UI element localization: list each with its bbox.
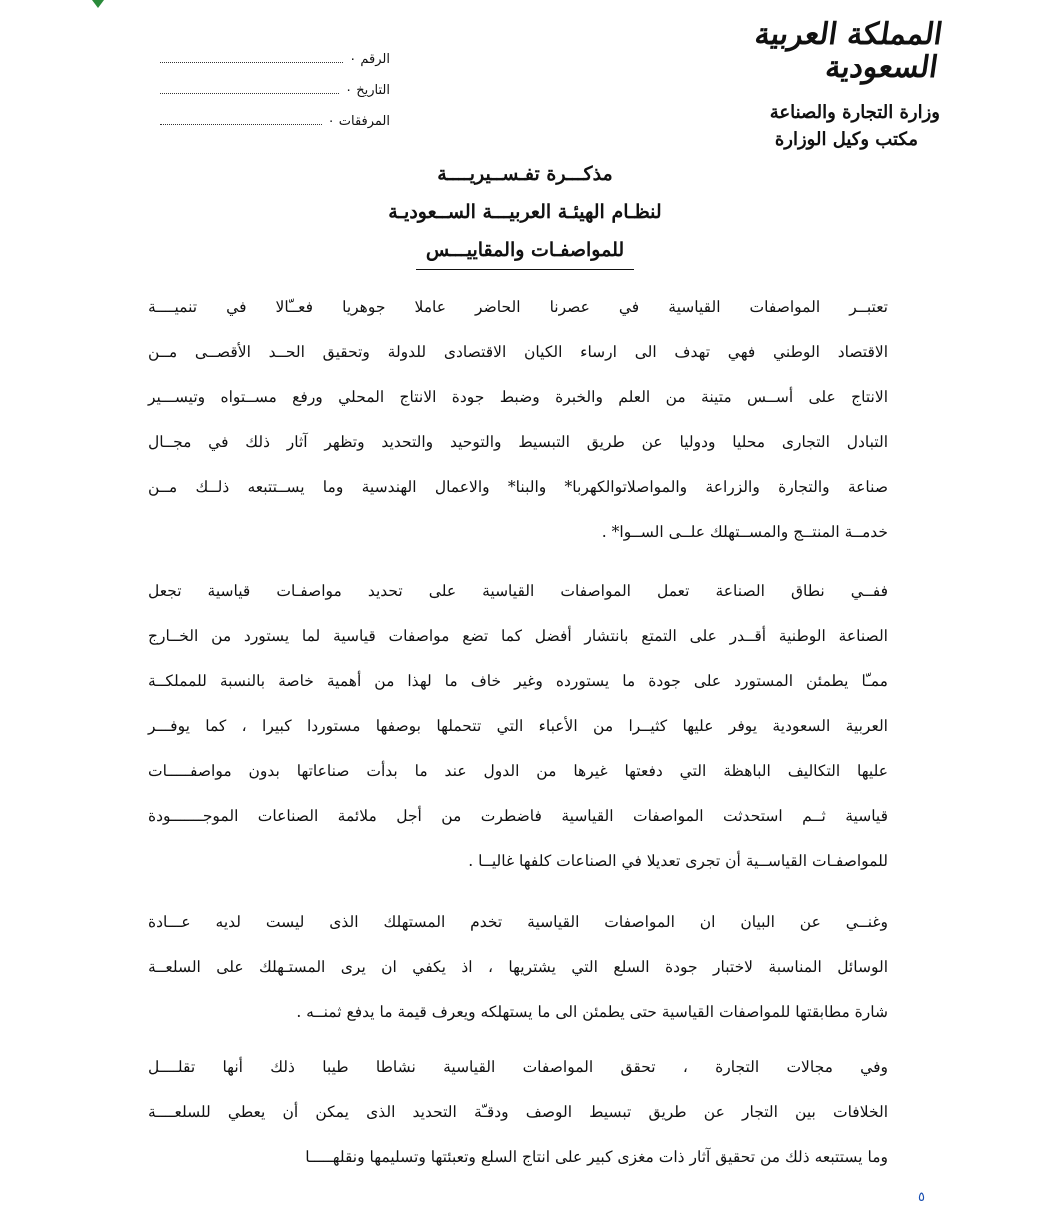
paragraph-line: الخلافات بين التجار عن طريق تبسيط الوصف ودقـّة التحديد الذى يمكن أن يعطي للسلعــــة	[148, 1103, 888, 1121]
ministry-name: وزارة التجارة والصناعة	[769, 102, 940, 123]
paragraph-line: الوسائل المناسبة لاختبار جودة السلع التي يشتريها ، اذ يكفي ان يرى المستـهلك على السلعــة	[148, 958, 888, 976]
number-field	[160, 36, 390, 67]
paragraph-line: للمواصفـات القياســية أن تجرى تعديلا في الصناعات كلفها غاليــا .	[468, 852, 888, 870]
title-line-2: لنظـام الهيئـة العربيـــة الســعوديـة	[388, 201, 662, 223]
paragraph-line: وما يستتبعه ذلك من تحقيق آثار ذات مغزى كبير على انتاج السلع وتعبئتها وتسليمها ونقلهـــــا	[305, 1148, 888, 1166]
corner-mark	[92, 0, 104, 8]
paragraph-line: التبادل التجارى محليا ودوليا عن طريق التبسيط والتوحيد والتحديد وتظهر آثار ذلك في مجــال	[148, 433, 888, 451]
paragraph-line: العربية السعودية يوفر عليها كثيــرا من الأعباء التي تتحملها بوصفها مستوردا كبيرا ، كما يوفـــر	[148, 717, 888, 735]
paragraph-line: الاقتصاد الوطني فهي تهدف الى ارساء الكيان الاقتصادى للدولة وتحقيق الحــد الأقصــى مــن	[148, 343, 888, 361]
paragraph-line: الصناعة الوطنية أقــدر على التمتع بانتشار أفضل كما تضع مواصفات قياسية لما يستورد من الخــارج	[148, 627, 888, 645]
office-name: مكتب وكيل الوزارة	[774, 129, 918, 150]
paragraph-line: شارة مطابقتها للمواصفات القياسية حتى يطمئن الى ما يستهلكه ويعرف قيمة ما يدفع ثمنــه .	[296, 1003, 888, 1021]
paragraph-line: ففــي نطاق الصناعة تعمل المواصفات القياسية على تحديد مواصفـات قياسية تجعل	[148, 582, 888, 600]
document-title	[0, 155, 1050, 269]
paragraph-line: وغنــي عن البيان ان المواصفات القياسية تخدم المستهلك الذى ليست لديه عـــادة	[148, 913, 888, 931]
title-line-1: مذكـــرة تفـســيريــــة	[437, 163, 613, 185]
title-line-3: للمواصفـات والمقاييـــس	[416, 231, 634, 270]
date-field	[160, 67, 390, 98]
paragraph-line: عليها التكاليف الباهظة التي دفعتها غيرها من الدول عند ما بدأت صناعاتها بدون مواصفـــــات	[148, 762, 888, 780]
kingdom-name: المملكة العربية السعودية	[752, 17, 945, 85]
number-dots	[160, 52, 343, 63]
paragraph-line: قياسية ثــم استحدثت المواصفات القياسية فاضطرت من أجل ملائمة الصناعات الموجـــــــودة	[148, 807, 888, 825]
paragraph-line: خدمــة المنتــج والمســتهلك علــى الســوا* .	[601, 523, 888, 541]
attachments-field	[160, 98, 390, 129]
number-label: الرقم ٠	[349, 52, 390, 67]
paragraph	[148, 569, 888, 884]
paragraph-line: الانتاج على أســس متينة من العلم والخبرة وضبط جودة الانتاج المحلي ورفع مســتواه وتيســـير	[148, 388, 888, 406]
paragraph	[148, 1045, 888, 1180]
paragraph-line: صناعة والتجارة والزراعة والمواصلاتوالكهربا* والبنا* والاعمال الهندسية وما يســتتبعه ذلــك مــن	[148, 478, 888, 496]
date-dots	[160, 83, 339, 94]
paragraph	[148, 285, 888, 555]
reference-fields	[160, 36, 390, 129]
date-label: التاريخ ٠	[345, 83, 390, 98]
paragraph-line: وفي مجالات التجارة ، تحقق المواصفات القياسية نشاطا طيبا ذلك أنها تقلــــل	[148, 1058, 888, 1076]
letterhead	[680, 17, 945, 150]
paragraph-line: تعتبــر المواصفات القياسية في عصرنا الحاضر عاملا جوهريا فعــّالا في تنميــــة	[148, 298, 888, 316]
title-line-3-wrap	[0, 231, 1050, 269]
paragraph-line: ممـّا يطمئن المستورد على جودة ما يستورده وغير خاف ما لهذا من أهمية خاصة بالنسبة للمملكــة	[148, 672, 888, 690]
paragraph	[148, 900, 888, 1035]
attachments-dots	[160, 114, 322, 125]
attachments-label: المرفقات ٠	[327, 114, 390, 129]
page-number: ٥	[918, 1190, 925, 1205]
body-text	[148, 285, 888, 1180]
